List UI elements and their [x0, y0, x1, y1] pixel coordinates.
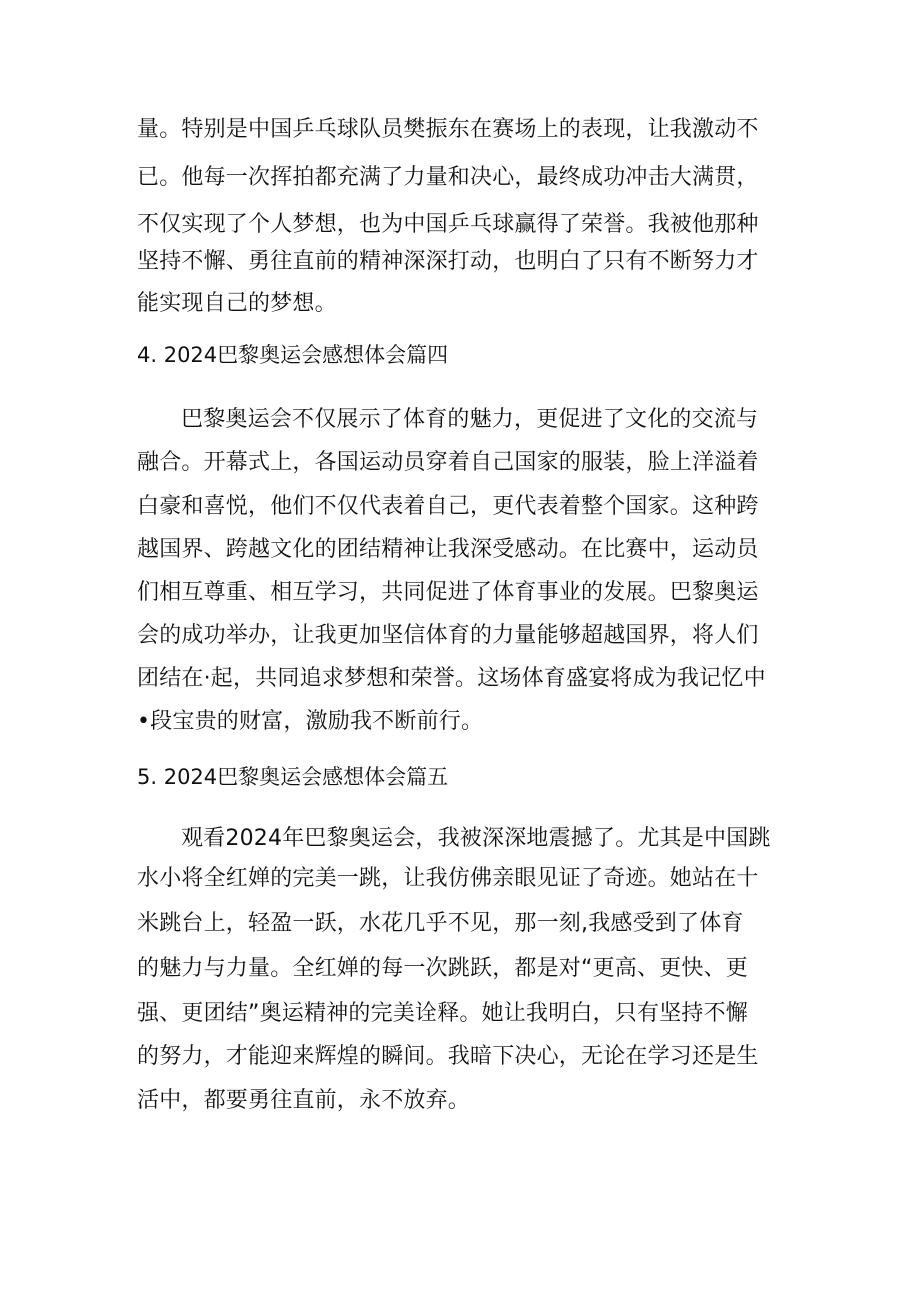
paragraph-line: 量。特别是中国乒乓球队员樊振东在赛场上的表现，让我激动不 [137, 117, 759, 142]
section-heading-5: 5. 2024巴黎奥运会感想体会篇五 [137, 765, 449, 789]
paragraph-line: 团结在·起，共同追求梦想和荣誉。这场体育盛宴将成为我记忆中 [137, 666, 766, 691]
paragraph-line: 水小将全红婵的完美一跳，让我仿佛亲眼见证了奇迹。她站在十 [137, 866, 759, 891]
paragraph-line: •段宝贵的财富，激励我不断前行。 [137, 709, 484, 734]
section-heading-4: 4. 2024巴黎奥运会感想体会篇四 [137, 343, 449, 367]
paragraph-line: 巴黎奥运会不仅展示了体育的魅力，更促进了文化的交流与 [181, 407, 759, 432]
paragraph-line: 越国界、跨越文化的团结精神让我深受感动。在比赛中，运动员 [137, 537, 759, 562]
paragraph-line: 观看2024年巴黎奥运会，我被深深地震撼了。尤其是中国跳 [181, 826, 771, 851]
paragraph-line: 们相互尊重、相互学习，共同促进了体育事业的发展。巴黎奥运 [137, 580, 759, 605]
paragraph-line: 融合。开幕式上，各国运动员穿着自己国家的服装，脸上洋溢着 [137, 450, 759, 475]
paragraph-line: 白豪和喜悦，他们不仅代表着自己，更代表着整个国家。这种跨 [137, 494, 759, 519]
paragraph-line: 强、更团结”奥运精神的完美诠释。她让我明白，只有坚持不懈 [137, 1001, 748, 1026]
paragraph-line: 已。他每一次挥拍都充满了力量和决心，最终成功冲击大满贯， [137, 165, 759, 190]
paragraph-line: 会的成功举办，让我更加坚信体育的力量能够超越国界，将人们 [137, 623, 759, 648]
paragraph-line: 的努力，才能迎来辉煌的瞬间。我暗下决心，无论在学习还是生 [137, 1044, 759, 1069]
paragraph-line: 坚持不懈、勇往直前的精神深深打动，也明白了只有不断努力才 [137, 249, 759, 274]
paragraph-line: 活中，都要勇往直前，永不放弃。 [137, 1088, 471, 1113]
paragraph-line: 的魅力与力量。全红婵的每一次跳跃，都是对“更高、更快、更 [137, 956, 748, 981]
paragraph-line: 不仅实现了个人梦想，也为中国乒乓球赢得了荣誉。我被他那种 [137, 212, 759, 237]
paragraph-line: 米跳台上，轻盈一跃，水花几乎不见，那一刻,我感受到了体育 [137, 911, 744, 936]
paragraph-line: 能实现自己的梦想。 [137, 291, 337, 316]
